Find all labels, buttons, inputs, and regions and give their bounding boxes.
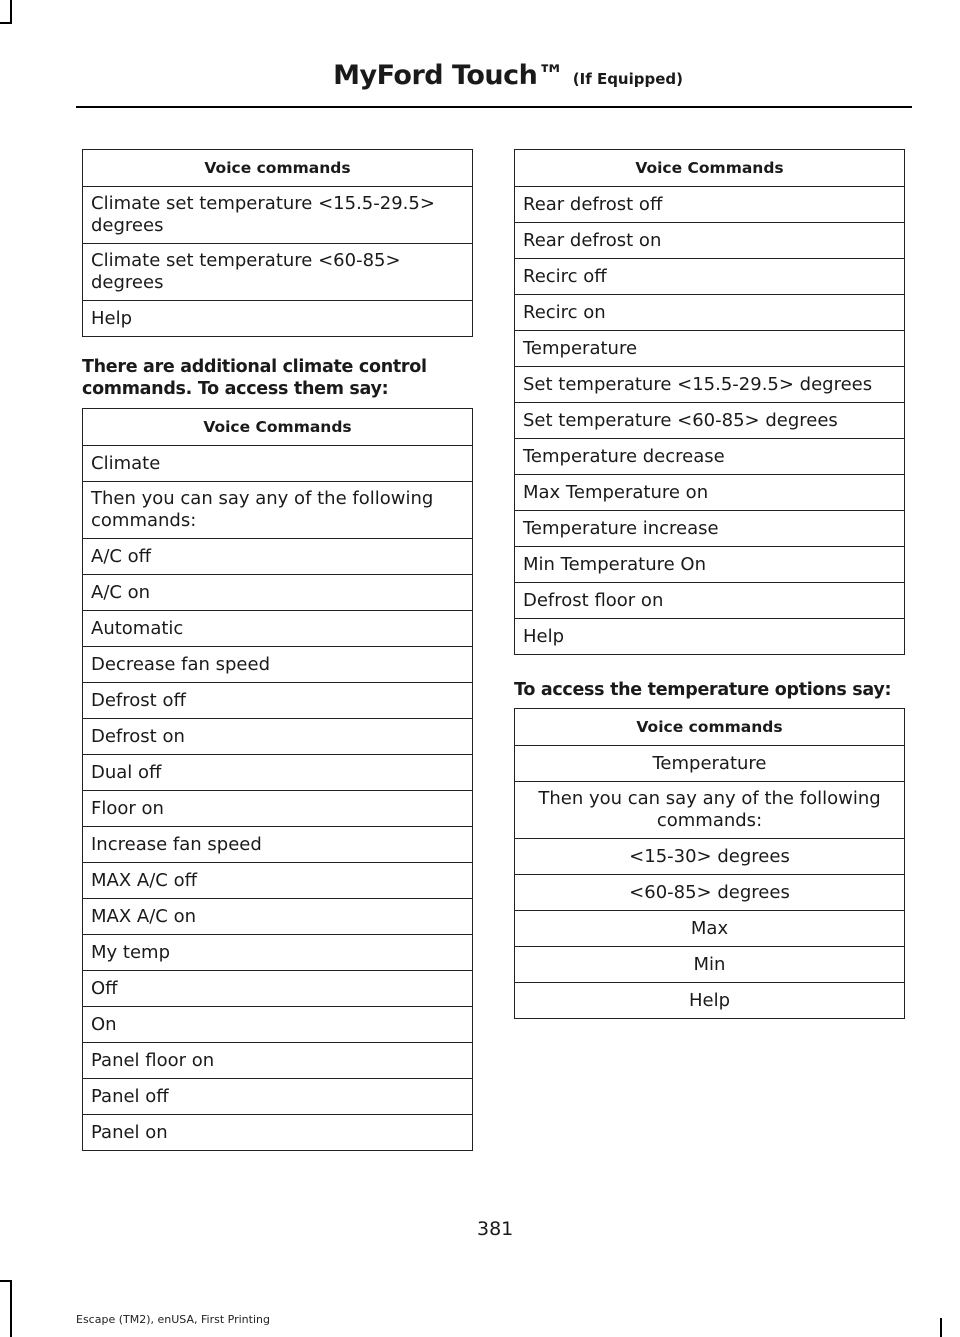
table-heading: Voice Commands [83,409,473,446]
table-row: Climate [83,446,473,482]
page-number: 381 [477,1218,514,1240]
header-title-text: MyFord Touch™ [333,60,564,91]
additional-commands-paragraph: There are additional climate control commands. To access them say: [82,357,427,399]
crop-mark-top-left [10,0,12,22]
table-row: A/C on [83,575,473,611]
climate-voice-commands-table [82,149,473,337]
table-row: Panel off [83,1079,473,1115]
temperature-options-table [514,708,905,1019]
table-row: Recirc off [515,259,905,295]
table-row: MAX A/C off [83,863,473,899]
table-row: MAX A/C on [83,899,473,935]
table-row: Min [515,947,905,983]
table-row: Climate set temperature <15.5-29.5> degrees [83,187,473,244]
table-row: Help [515,983,905,1019]
table-row: Help [515,619,905,655]
table-heading: Voice commands [83,150,473,187]
page-header-title [333,60,683,91]
crop-mark-bottom-left-h [0,1280,12,1282]
table-row: Panel on [83,1115,473,1151]
table-row: Off [83,971,473,1007]
table-row: Set temperature <60-85> degrees [515,403,905,439]
table-row: Panel floor on [83,1043,473,1079]
table-row: A/C off [83,539,473,575]
table-row: Set temperature <15.5-29.5> degrees [515,367,905,403]
additional-climate-commands-table [82,408,473,1151]
table-row: On [83,1007,473,1043]
table-heading: Voice commands [515,709,905,746]
table-row: <15-30> degrees [515,839,905,875]
crop-mark-bottom-right [940,1318,942,1337]
crop-mark-bottom-left [10,1280,12,1337]
table-row: Max Temperature on [515,475,905,511]
table-row: Temperature increase [515,511,905,547]
table-row: Automatic [83,611,473,647]
table-row: Floor on [83,791,473,827]
temperature-options-paragraph: To access the temperature options say: [514,680,892,700]
table-row: Defrost on [83,719,473,755]
table-row: Increase fan speed [83,827,473,863]
table-row: Recirc on [515,295,905,331]
table-heading: Voice Commands [515,150,905,187]
climate-commands-continued-table [514,149,905,655]
table-row: Max [515,911,905,947]
table-row: Then you can say any of the following commands: [515,782,905,839]
table-row: Climate set temperature <60-85> degrees [83,244,473,301]
table-row: Rear defrost on [515,223,905,259]
table-row: Min Temperature On [515,547,905,583]
table-row: Defrost off [83,683,473,719]
table-row: Temperature decrease [515,439,905,475]
header-divider [76,106,912,108]
table-row: Rear defrost off [515,187,905,223]
table-row: Then you can say any of the following commands: [83,482,473,539]
table-row: My temp [83,935,473,971]
table-row: <60-85> degrees [515,875,905,911]
edition-footer: Escape (TM2), enUSA, First Printing [76,1313,270,1326]
table-row: Decrease fan speed [83,647,473,683]
crop-mark-top-left-h [0,22,12,24]
table-row: Help [83,301,473,337]
header-subtitle: (If Equipped) [572,70,683,88]
table-row: Defrost floor on [515,583,905,619]
table-row: Dual off [83,755,473,791]
table-row: Temperature [515,331,905,367]
table-row: Temperature [515,746,905,782]
